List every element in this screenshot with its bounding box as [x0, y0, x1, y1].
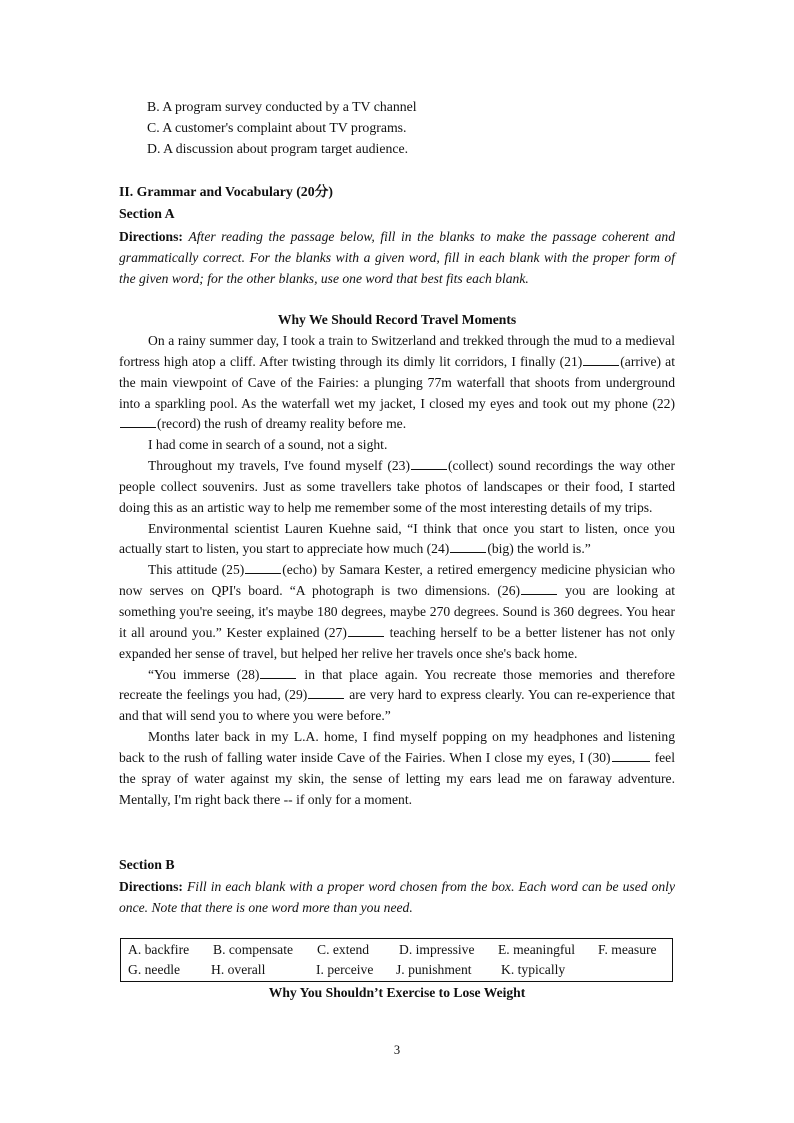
blank-25[interactable] [245, 561, 281, 574]
directions-text: After reading the passage below, fill in the blanks to make the passage coherent and grammatically correct. For the blanks with a given word, fill in each blank with the proper form of the given word; for the other blanks, use one word that best fits each blank. [119, 229, 675, 286]
word-e: E. meaningful [498, 942, 576, 957]
word-a: A. backfire [128, 942, 190, 957]
text: (big) the world is.” [487, 541, 591, 557]
text: feel the spray of water against my skin, the sense of letting my ears lead me on faraway adventure. Mentally, I'm right back there -- if only for a moment. [119, 749, 675, 807]
word-b: B. compensate [213, 942, 294, 957]
blank-23[interactable] [411, 457, 447, 470]
paragraph-3 [119, 456, 675, 519]
paragraph-2: I had come in search of a sound, not a sight. [148, 437, 388, 453]
option-b: B. A program survey conducted by a TV channel [147, 99, 417, 114]
word-j: J. punishment [396, 962, 472, 977]
text: (record) the rush of dreamy reality before me. [157, 416, 407, 432]
blank-28[interactable] [260, 666, 296, 679]
directions-label: Directions: [119, 879, 183, 894]
text: (collect) sound recordings the way other people collect souvenirs. Just as some travellers take photos of landscapes or their food, I started doing this as an artistic way to help me remember some of the most interesting details of my trips. [119, 458, 675, 515]
text: This attitude (25) [148, 562, 245, 578]
passage-b-title: Why You Shouldn’t Exercise to Lose Weight [268, 985, 526, 1000]
paragraph-1 [119, 331, 675, 435]
word-k: K. typically [501, 962, 566, 977]
text: are very hard to express clearly. You can re-experience that and that will send you to where you were before.” [119, 687, 675, 724]
blank-26[interactable] [521, 582, 557, 595]
text: “You immerse (28) [148, 666, 260, 682]
text: in that place again. You recreate those memories and therefore recreate the feelings you had, (29) [119, 666, 676, 703]
word-box [120, 938, 673, 982]
blank-27[interactable] [348, 624, 384, 637]
page-number: 3 [393, 1043, 401, 1057]
word-h: H. overall [211, 962, 266, 977]
word-f: F. measure [598, 942, 657, 957]
passage-a [119, 331, 675, 810]
paragraph-7 [119, 727, 675, 810]
blank-29[interactable] [308, 686, 344, 699]
section-b-directions [119, 876, 675, 918]
text: On a rainy summer day, I took a train to Switzerland and trekked through the mud to a medieval fortress high atop a cliff. After twisting through its dimly lit corridors, I finally (21) [119, 333, 675, 369]
text: (echo) by Samara Kester, a retired emergency medicine physician who now serves on QPI's board. “A photograph is two dimensions. (26) [119, 562, 675, 599]
part-heading: II. Grammar and Vocabulary (20分) [119, 184, 333, 199]
section-a-label: Section A [119, 206, 175, 221]
blank-22[interactable] [120, 415, 156, 428]
text: you are looking at something you're seeing, it's maybe 180 degrees, maybe 270 degrees. Sound is 360 degrees. You hear it all around you.” Kester explained (27) [119, 583, 675, 640]
option-c: C. A customer's complaint about TV programs. [147, 120, 407, 135]
option-d: D. A discussion about program target audience. [147, 141, 409, 156]
directions-text: Fill in each blank with a proper word chosen from the box. Each word can be used only once. Note that there is one word more than you need. [119, 879, 675, 915]
word-i: I. perceive [316, 962, 374, 977]
word-c: C. extend [317, 942, 370, 957]
paragraph-6 [119, 665, 675, 728]
passage-a-title: Why We Should Record Travel Moments [277, 312, 517, 327]
paragraph-4 [119, 519, 675, 561]
section-a-directions [119, 226, 675, 289]
text: Throughout my travels, I've found myself (23) [148, 458, 410, 474]
word-g: G. needle [128, 962, 181, 977]
blank-21[interactable] [583, 353, 619, 366]
blank-24[interactable] [450, 540, 486, 553]
paragraph-5 [119, 560, 675, 664]
directions-label: Directions: [119, 229, 183, 244]
text: (arrive) at the main viewpoint of Cave of the Fairies: a plunging 77m waterfall that shoots from underground into a sparkling pool. As the waterfall wet my jacket, I closed my eyes and took out my phone (22) [119, 353, 675, 411]
text: teaching herself to be a better listener has not only expanded her sense of travel, but helped her relive her travels once she's back home. [119, 624, 675, 661]
word-d: D. impressive [399, 942, 475, 957]
section-b-label: Section B [119, 857, 175, 872]
text: Environmental scientist Lauren Kuehne said, “I think that once you start to listen, once you actually start to listen, you start to appreciate how much (24) [119, 520, 675, 557]
blank-30[interactable] [612, 749, 650, 762]
text: Months later back in my L.A. home, I find myself popping on my headphones and listening back to the rush of falling water inside Cave of the Fairies. When I close my eyes, I (30) [119, 729, 675, 765]
